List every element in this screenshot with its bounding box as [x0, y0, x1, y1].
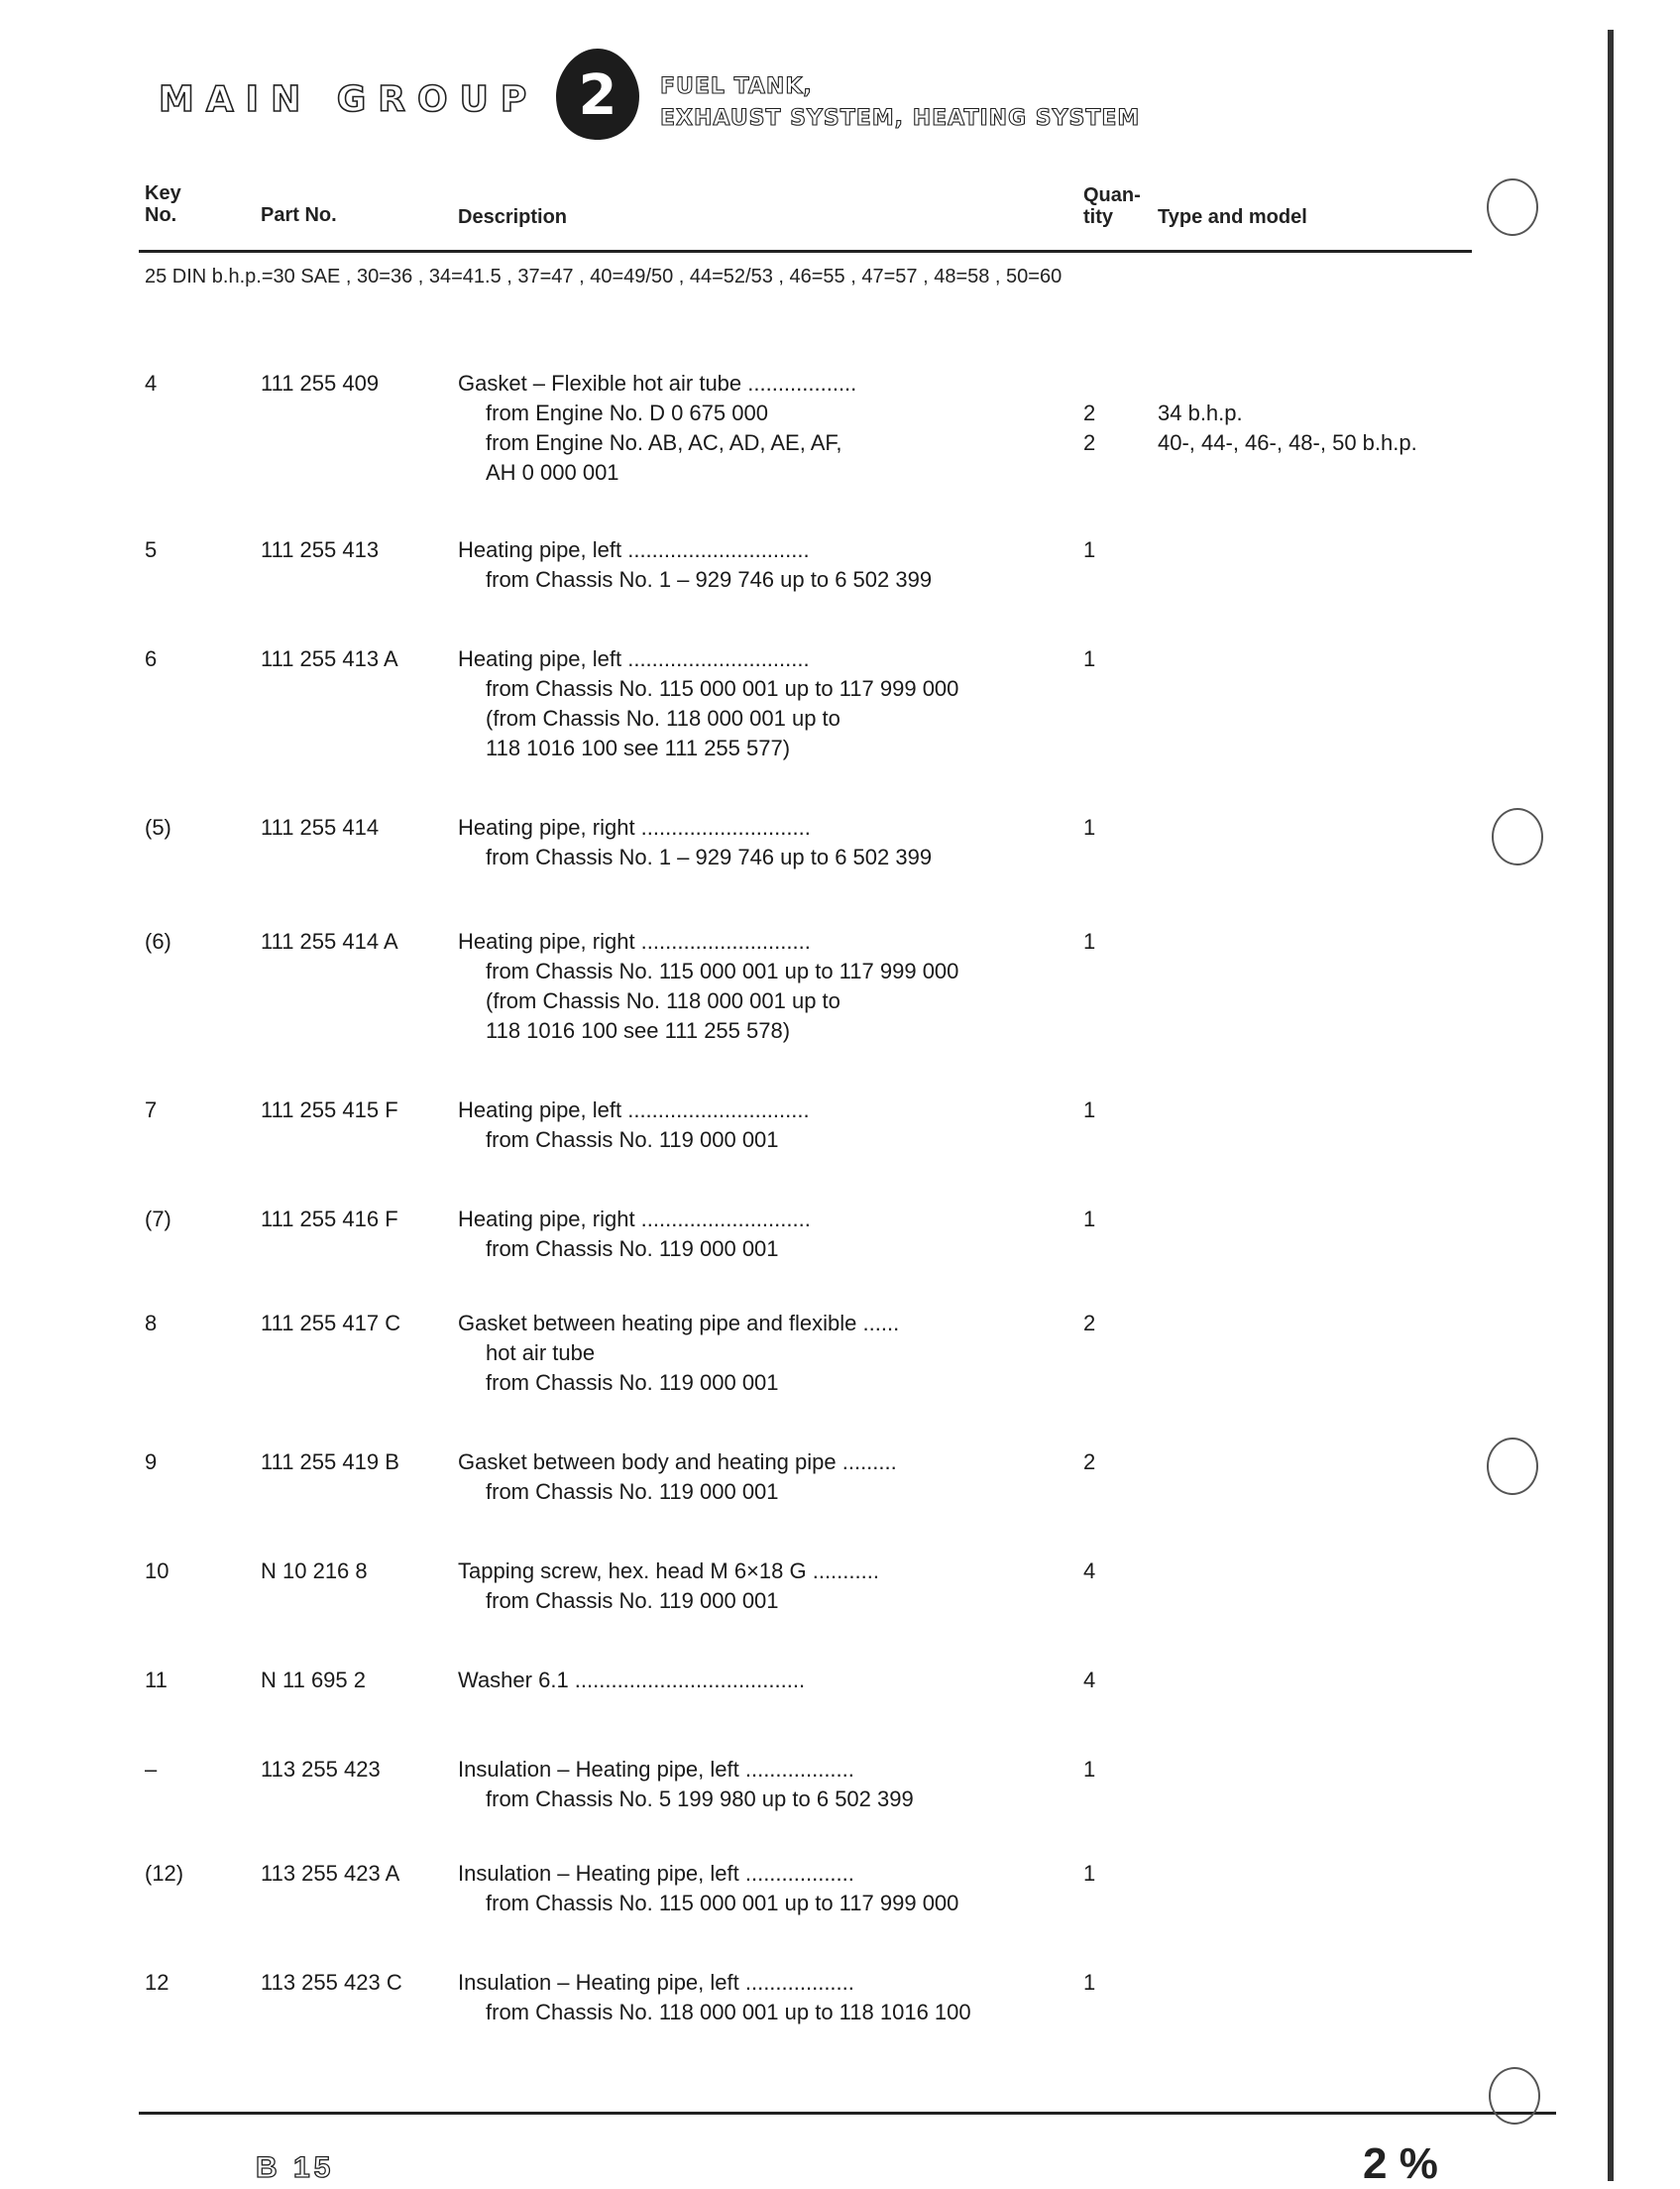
- col-quantity-line2: tity: [1083, 206, 1113, 228]
- part-no: 111 255 413: [261, 537, 380, 562]
- quantity: [1083, 1859, 1123, 1889]
- group-number: 2: [578, 63, 617, 128]
- description-detail: from Chassis No. 115 000 001 up to 117 999 000: [486, 676, 959, 701]
- part-no: 111 255 414: [261, 815, 380, 840]
- quantity-value: 1: [1083, 1097, 1096, 1122]
- description: [458, 1309, 1063, 1398]
- description: [458, 644, 1063, 763]
- quantity: [1083, 1666, 1123, 1695]
- description: [458, 535, 1063, 595]
- description-detail: from Chassis No. 119 000 001: [486, 1370, 779, 1395]
- description-detail: hot air tube: [486, 1340, 596, 1365]
- description-detail: from Chassis No. 115 000 001 up to 117 999 000: [486, 1891, 959, 1915]
- description: [458, 1205, 1063, 1264]
- part-no: 111 255 413 A: [261, 646, 398, 671]
- description-main: Heating pipe, right ............................: [458, 1207, 811, 1231]
- description-detail: from Chassis No. 118 000 001 up to 118 1016 100: [486, 2000, 971, 2024]
- din-sae-note: 25 DIN b.h.p.=30 SAE , 30=36 , 34=41.5 , 37=47 , 40=49/50 , 44=52/53 , 46=55 , 47=57 , 48=58 , 50=60: [145, 266, 1063, 288]
- description-detail: from Chassis No. 119 000 001: [486, 1479, 779, 1504]
- description-main: Gasket – Flexible hot air tube ..................: [458, 371, 857, 396]
- description-detail: from Chassis No. 115 000 001 up to 117 999 000: [486, 959, 959, 983]
- description-main: Insulation – Heating pipe, left ..................: [458, 1861, 854, 1886]
- part-no: 113 255 423: [261, 1757, 381, 1782]
- description-main: Heating pipe, left ..............................: [458, 646, 810, 671]
- part-no: 111 255 416 F: [261, 1207, 398, 1231]
- description: [458, 1447, 1063, 1507]
- page-margin-edge: [1608, 30, 1614, 2181]
- footer-rule: [139, 2112, 1556, 2115]
- binder-hole: [1492, 808, 1543, 865]
- col-type-model: Type and model: [1158, 206, 1307, 228]
- quantity: [1083, 1447, 1123, 1477]
- description: [458, 1666, 1063, 1695]
- description-detail: from Chassis No. 5 199 980 up to 6 502 399: [486, 1786, 914, 1811]
- key-no: (12): [145, 1861, 184, 1886]
- description: [458, 1755, 1063, 1814]
- description: [458, 1095, 1063, 1155]
- type-model-value: 40-, 44-, 46-, 48-, 50 b.h.p.: [1158, 430, 1417, 455]
- quantity: [1083, 927, 1123, 957]
- section-title: [660, 71, 1140, 135]
- description-main: Heating pipe, right ............................: [458, 929, 811, 954]
- quantity: [1083, 1755, 1123, 1785]
- quantity: [1083, 1968, 1123, 1998]
- description: [458, 813, 1063, 872]
- key-no: 12: [145, 1970, 169, 1995]
- col-quantity: [1083, 184, 1141, 228]
- key-no: 4: [145, 371, 158, 396]
- section-title-line1: FUEL TANK,: [660, 74, 813, 99]
- description-detail: from Chassis No. 119 000 001: [486, 1588, 779, 1613]
- key-no: 10: [145, 1558, 169, 1583]
- part-no: 111 255 419 B: [261, 1449, 399, 1474]
- section-title-line2: EXHAUST SYSTEM, HEATING SYSTEM: [660, 106, 1141, 131]
- description-detail: from Chassis No. 1 – 929 746 up to 6 502 399: [486, 845, 933, 869]
- quantity-value: 1: [1083, 646, 1096, 671]
- quantity-value: 1: [1083, 537, 1096, 562]
- quantity-value: 1: [1083, 815, 1096, 840]
- col-key-no-line2: No.: [145, 204, 177, 226]
- quantity-value: 1: [1083, 1970, 1096, 1995]
- description-main: Heating pipe, right ............................: [458, 815, 811, 840]
- type-model-value: [1158, 369, 1574, 399]
- col-description: Description: [458, 206, 568, 228]
- description-detail: (from Chassis No. 118 000 001 up to: [486, 706, 840, 731]
- binder-hole: [1489, 2067, 1540, 2125]
- description-detail: from Engine No. AB, AC, AD, AE, AF,: [486, 430, 842, 455]
- part-no: 111 255 415 F: [261, 1097, 398, 1122]
- binder-hole: [1487, 178, 1538, 236]
- key-no: 7: [145, 1097, 158, 1122]
- quantity-value: 4: [1083, 1558, 1096, 1583]
- group-number-badge: [552, 45, 643, 144]
- quantity-value: 1: [1083, 1861, 1096, 1886]
- col-key-no: [145, 182, 181, 226]
- description-detail: from Chassis No. 119 000 001: [486, 1236, 779, 1261]
- description-main: Tapping screw, hex. head M 6×18 G ...........: [458, 1558, 879, 1583]
- description: [458, 1968, 1063, 2027]
- part-no: 111 255 409: [261, 371, 380, 396]
- quantity-value: [1083, 369, 1123, 399]
- quantity: [1083, 813, 1123, 843]
- description-main: Washer 6.1 ......................................: [458, 1668, 806, 1692]
- quantity: [1083, 1205, 1123, 1234]
- quantity-value: 2: [1083, 430, 1096, 455]
- type-model: [1158, 369, 1574, 458]
- description-detail: AH 0 000 001: [486, 460, 619, 485]
- quantity-value: 1: [1083, 929, 1096, 954]
- description-detail: from Chassis No. 1 – 929 746 up to 6 502 399: [486, 567, 933, 592]
- quantity: [1083, 1309, 1123, 1338]
- description-main: Gasket between heating pipe and flexible ......: [458, 1311, 900, 1335]
- quantity-value: 2: [1083, 401, 1096, 425]
- description-detail: from Chassis No. 119 000 001: [486, 1127, 779, 1152]
- quantity-value: 1: [1083, 1207, 1096, 1231]
- description-main: Gasket between body and heating pipe .........: [458, 1449, 897, 1474]
- quantity-value: 1: [1083, 1757, 1096, 1782]
- key-no: 6: [145, 646, 158, 671]
- key-no: 11: [145, 1668, 168, 1692]
- main-group-label: MAIN GROUP: [159, 79, 539, 120]
- key-no: (5): [145, 815, 171, 840]
- key-no: 8: [145, 1311, 158, 1335]
- description-detail: 118 1016 100 see 111 255 577): [486, 736, 791, 760]
- quantity: [1083, 369, 1123, 458]
- part-no: 113 255 423 A: [261, 1861, 400, 1886]
- description-detail: from Engine No. D 0 675 000: [486, 401, 768, 425]
- quantity-value: 2: [1083, 1311, 1096, 1335]
- part-no: 111 255 414 A: [261, 929, 398, 954]
- part-no: 111 255 417 C: [261, 1311, 401, 1335]
- binder-hole: [1487, 1438, 1538, 1495]
- col-part-no: Part No.: [261, 204, 337, 226]
- key-no: –: [145, 1757, 158, 1782]
- description: [458, 1859, 1063, 1918]
- description: [458, 927, 1063, 1046]
- key-no: (7): [145, 1207, 171, 1231]
- key-no: 5: [145, 537, 158, 562]
- part-no: 113 255 423 C: [261, 1970, 402, 1995]
- quantity-value: 2: [1083, 1449, 1096, 1474]
- quantity: [1083, 535, 1123, 565]
- header-rule: [139, 250, 1472, 253]
- description-detail: 118 1016 100 see 111 255 578): [486, 1018, 791, 1043]
- description: [458, 369, 1063, 488]
- description-main: Insulation – Heating pipe, left ..................: [458, 1970, 854, 1995]
- part-no: N 10 216 8: [261, 1558, 368, 1583]
- key-no: (6): [145, 929, 171, 954]
- description: [458, 1556, 1063, 1616]
- col-key-no-line1: Key: [145, 182, 181, 204]
- quantity-value: 4: [1083, 1668, 1096, 1692]
- quantity: [1083, 644, 1123, 674]
- col-quantity-line1: Quan-: [1083, 184, 1141, 206]
- description-main: Insulation – Heating pipe, left ..................: [458, 1757, 854, 1782]
- part-no: N 11 695 2: [261, 1668, 367, 1692]
- description-detail: (from Chassis No. 118 000 001 up to: [486, 988, 840, 1013]
- description-main: Heating pipe, left ..............................: [458, 1097, 810, 1122]
- description-main: Heating pipe, left ..............................: [458, 537, 810, 562]
- footer-section-code: B 15: [256, 2151, 335, 2184]
- footer-page-number: 2 %: [1363, 2139, 1438, 2188]
- type-model-value: 34 b.h.p.: [1158, 401, 1243, 425]
- quantity: [1083, 1095, 1123, 1125]
- quantity: [1083, 1556, 1123, 1586]
- key-no: 9: [145, 1449, 158, 1474]
